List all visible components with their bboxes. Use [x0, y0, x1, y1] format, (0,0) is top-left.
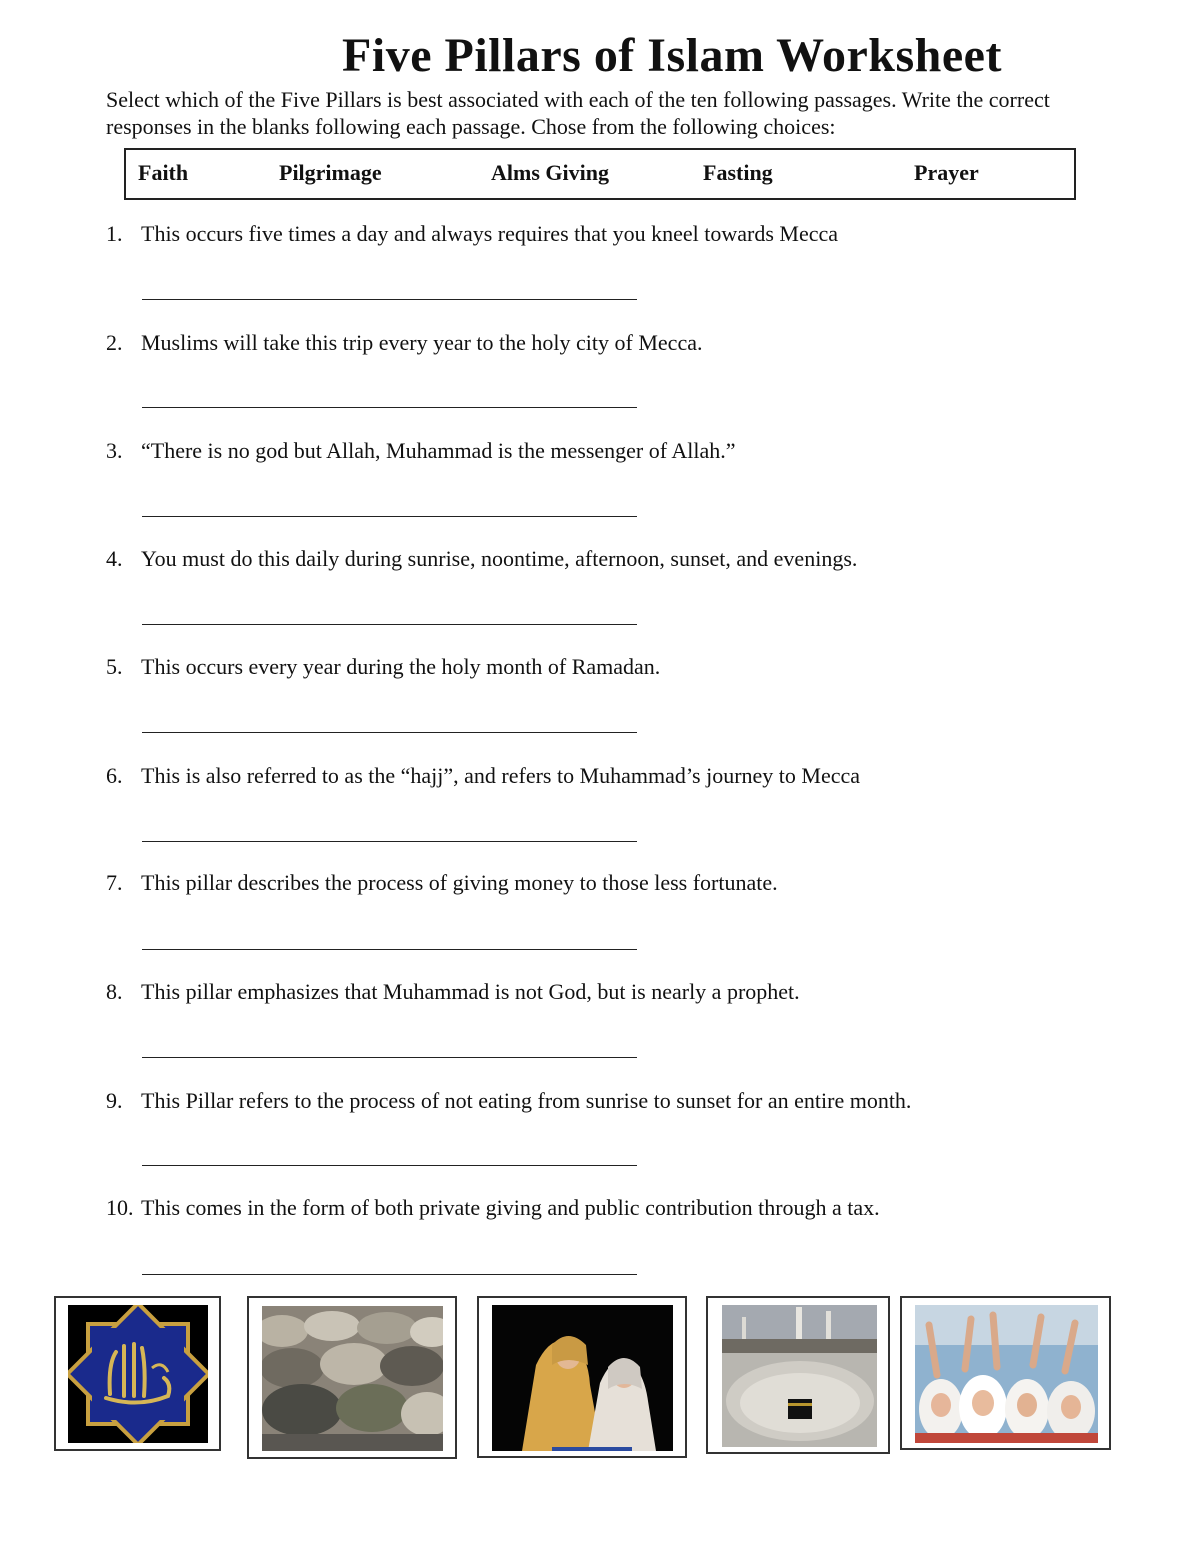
question-text: Muslims will take this trip every year to the holy city of Mecca.	[141, 330, 703, 355]
answer-blank-7[interactable]	[142, 949, 637, 950]
allah-calligraphy-emblem	[68, 1305, 208, 1443]
instructions	[106, 86, 1146, 140]
choice-fasting: Fasting	[703, 160, 773, 185]
question-text: This occurs five times a day and always requires that you kneel towards Mecca	[141, 221, 839, 246]
people-praying-photo	[262, 1306, 443, 1451]
answer-blank-3[interactable]	[142, 516, 637, 517]
question-number: 10.	[106, 1195, 134, 1220]
robed-figures-photo	[492, 1305, 673, 1451]
question-text: This pillar emphasizes that Muhammad is not God, but is nearly a prophet.	[141, 979, 800, 1004]
question-text: “There is no god but Allah, Muhammad is the messenger of Allah.”	[141, 438, 736, 463]
choice-prayer: Prayer	[914, 160, 979, 185]
question-number: 7.	[106, 870, 123, 895]
question-number: 5.	[106, 654, 123, 679]
question-number: 9.	[106, 1088, 123, 1113]
children-raising-hands-photo	[915, 1305, 1098, 1443]
choices-box	[124, 148, 1076, 200]
answer-blank-8[interactable]	[142, 1057, 637, 1058]
answer-blank-6[interactable]	[142, 841, 637, 842]
question-text: This is also referred to as the “hajj”, and refers to Muhammad’s journey to Mecca	[141, 763, 861, 788]
question-text: This pillar describes the process of giving money to those less fortunate.	[141, 870, 778, 895]
answer-blank-2[interactable]	[142, 407, 637, 408]
image-frame-emblem	[54, 1296, 221, 1451]
question-number: 1.	[106, 221, 123, 246]
choice-pilgrimage: Pilgrimage	[279, 160, 382, 185]
mecca-kaaba-photo	[722, 1305, 877, 1447]
question-text: You must do this daily during sunrise, noontime, afternoon, sunset, and evenings.	[141, 546, 858, 571]
choice-faith: Faith	[138, 160, 189, 185]
question-number: 3.	[106, 438, 123, 463]
question-text: This Pillar refers to the process of not eating from sunrise to sunset for an entire month.	[141, 1088, 912, 1113]
question-number: 8.	[106, 979, 123, 1004]
question-number: 6.	[106, 763, 123, 788]
choice-alms-giving: Alms Giving	[491, 160, 609, 185]
answer-blank-9[interactable]	[142, 1165, 637, 1166]
answer-blank-4[interactable]	[142, 624, 637, 625]
image-frame-robed-figures	[477, 1296, 687, 1458]
question-text: This comes in the form of both private giving and public contribution through a tax.	[141, 1195, 880, 1220]
image-frame-mecca	[706, 1296, 890, 1454]
instructions-line-1: Select which of the Five Pillars is best associated with each of the ten following passages. Write the correct	[106, 87, 1050, 112]
answer-blank-10[interactable]	[142, 1274, 637, 1275]
question-text: This occurs every year during the holy month of Ramadan.	[141, 654, 661, 679]
worksheet-title: Five Pillars of Islam Worksheet	[342, 29, 1002, 82]
instructions-line-2: responses in the blanks following each passage. Chose from the following choices:	[106, 114, 836, 139]
image-frame-praying	[247, 1296, 457, 1459]
image-frame-children	[900, 1296, 1111, 1450]
answer-blank-1[interactable]	[142, 299, 637, 300]
question-number: 4.	[106, 546, 123, 571]
question-number: 2.	[106, 330, 123, 355]
answer-blank-5[interactable]	[142, 732, 637, 733]
